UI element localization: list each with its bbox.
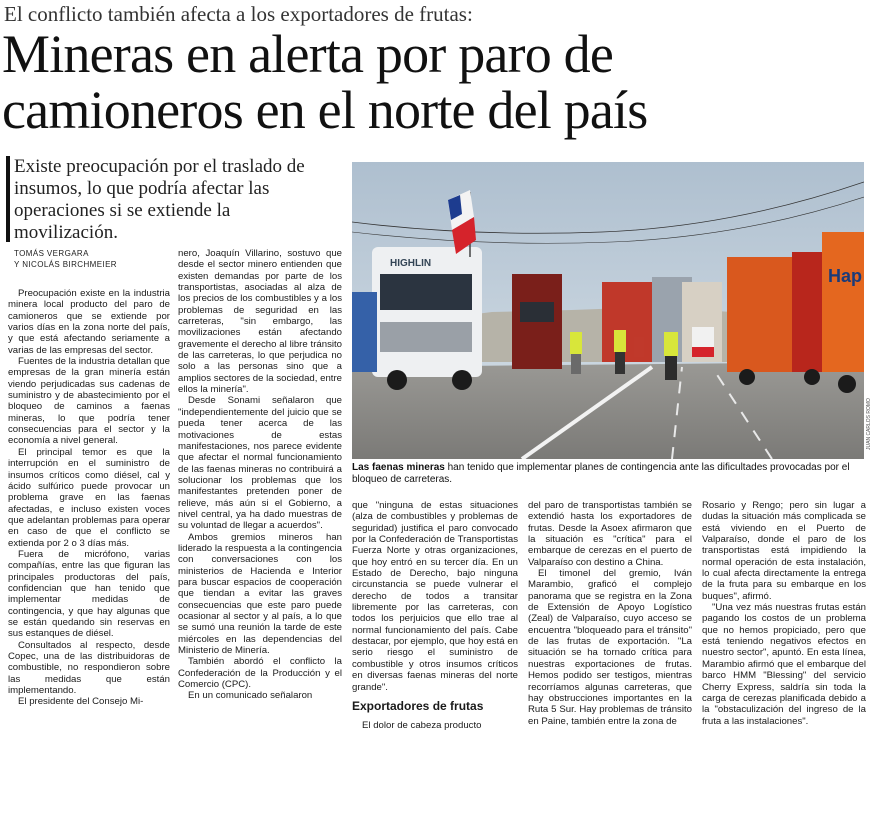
caption-text: han tenido que implementar planes de contingencia ante las dificultades provocadas por el bloqueo de carreteras. <box>352 462 850 485</box>
person <box>571 354 581 374</box>
truck-orange-front <box>822 232 864 372</box>
person <box>634 337 644 357</box>
truck-wheel <box>387 370 407 390</box>
paragraph: que "ninguna de estas situaciones (alza de combustibles y problemas de seguridad) justifica el paro convocado por la Confederación de Transportistas Fuerza Norte y otras organizaciones, que hoy entró en su tercer día. En un Estado de Derecho, bajo ninguna circunstancia se puede vulnerar el derecho de todos a transitar libremente por las carreteras, con todos los perjuicios que ello trae al normal funcionamiento del país. Cabe destacar, por ejemplo, que hoy está en serio riesgo el suministro de combustible y otros insumos críticos en diversas faenas mineras del norte grande". <box>352 500 518 693</box>
deck-rule <box>6 156 10 242</box>
paragraph: Fuera de micrófono, varias compañías, entre las que figuran las principales productoras del país, confidencian que han tenido que implementar medidas de contingencia, y que hay algunas que se están quedando sin reservas en sus estanques de diésel. <box>8 548 170 640</box>
truck-orange <box>727 257 802 372</box>
truck-blue <box>352 292 377 372</box>
kicker: El conflicto también afecta a los exportadores de frutas: <box>4 2 473 26</box>
headline <box>2 26 880 138</box>
paragraph: Desde Sonami señalaron que "independientemente del juicio que se pueda tener acerca de las motivaciones de estas manifestaciones, nos parece evidente que afectar el normal funcionamiento de las faenas mineras no contribuirá a solucionar los problemas que los manifestantes pretenden poner de relieve, más aún si el Gobierno, a nivel central, ya ha dado muestras de su voluntad de llegar a acuerdos". <box>178 395 342 532</box>
byline <box>14 248 174 270</box>
article-column-4 <box>528 500 692 798</box>
person-vest <box>664 332 678 356</box>
article-column-1 <box>8 288 170 798</box>
truck-wheel <box>838 375 856 393</box>
paragraph: El presidente del Consejo Mi- <box>18 696 144 708</box>
paragraph: Fuentes de la industria detallan que empresas de la gran minería están viendo perjudicadas sus cadenas de suministro y de abastecimiento por el bloqueo de caminos a faenas mineras, lo que podría tener consecuencias para el sector y la economía a nivel general. <box>8 356 170 447</box>
truck-wheel <box>804 369 820 385</box>
paragraph: Consultados al respecto, desde Copec, una de las distribuidoras de combustible, no respondieron sobre las medidas que están implementando. <box>8 639 170 697</box>
paragraph: También abordó el conflicto la Confederación de la Producción y el Comercio (CPC). <box>178 656 342 691</box>
byline-author-1: TOMÁS VERGARA <box>14 249 89 258</box>
caption-lead: Las faenas mineras <box>352 462 445 473</box>
headline-line-1: Mineras en alerta por paro de <box>2 24 614 84</box>
flag-on-road <box>692 327 714 347</box>
person <box>665 356 677 380</box>
truck-sign-text: Hap <box>828 266 863 286</box>
article-column-5 <box>702 500 866 798</box>
deck: Existe preocupación por el traslado de insumos, lo que podría afectar las operaciones si se extiende la movilización. <box>14 156 305 243</box>
truck-blockade-illustration <box>352 162 864 459</box>
truck-sign-text: HIGHLIN <box>390 258 432 269</box>
truck-windshield <box>520 302 554 322</box>
paragraph: Ambos gremios mineros han liderado la respuesta a la contingencia con conversaciones con los ministerios de Hacienda e Interior para buscar espacios de cooperación que tiendan a evitar las graves consecuencias que este paro puede ocasionar al sector y al país, a lo que se sumó una reunión la tarde de este miércoles en las dependencias del Ministerio de Minería. <box>178 531 342 657</box>
paragraph: En un comunicado señalaron <box>188 690 313 702</box>
paragraph: Preocupación existe en la industria minera local producto del paro de camioneros que se extiende por varios días en la zona norte del país, y que está afectando seriamente a varias de las empresas del sector. <box>8 288 170 356</box>
article-column-2 <box>178 248 342 798</box>
news-photo <box>352 162 864 459</box>
subheading: Exportadores de frutas <box>352 698 484 713</box>
paragraph: El principal temor es que la interrupción en el suministro de insumos críticos como diésel, cal y ácido sulfúrico puede provocar un problema grave en las faenas afectadas, e incluso existen voces que adelantan problemas para operar en caso de que el conflicto se extienda por 2 o 3 días más. <box>8 446 170 549</box>
paragraph: El timonel del gremio, Iván Marambio, graficó el complejo panorama que se registra en la Zona de Extensión de Apoyo Logístico (Zeal) de Valparaíso, cuyo acceso se encuentra "bloqueado para el tránsito" de las frutas de exportación. "La situación se ha tornado crítica para nuestras exportaciones de frutas. Hemos podido ser testigos, mientras recorríamos algunas carreteras, que hay obstrucciones importantes en la Ruta 5 Sur. Hay problemas de tránsito en Paine, también entre la zona de <box>528 568 692 727</box>
person-vest <box>614 330 626 352</box>
headline-line-2: camioneros en el norte del país <box>2 80 648 140</box>
person <box>615 352 625 374</box>
paragraph: Rosario y Rengo; pero sin lugar a dudas la situación más complicada se está viviendo en el Puerto de Valparaíso, donde el paro de los transportistas está impidiendo la normal operación de esta instalación, lo cual afecta directamente la entrega de la fruta para su embarque en los buques", afirmó. <box>702 500 866 602</box>
truck-wheel <box>739 369 755 385</box>
truck-windshield <box>380 274 472 310</box>
paragraph: del paro de transportistas también se extendió hasta los exportadores de frutas. Desde la Asoex afirmaron que la situación es "crítica" para el embarque de cerezas en el puerto de Valparaíso con destino a China. <box>528 500 692 568</box>
truck-grille <box>380 322 472 352</box>
flag-on-road <box>692 347 714 357</box>
paragraph: El dolor de cabeza producto <box>362 720 482 732</box>
paragraph: "Una vez más nuestras frutas están pagando los costos de un problema que no hemos propiciado, pero que está teniendo negativos efectos en nuestro sector", apuntó. En esta línea, Marambio afirmó que el embarque del barco HMM "Blessing" del servicio Cherry Express, saldría sin toda la carga de cerezas planificada debido a la "obstaculización del ingreso de la fruta a las instalaciones". <box>702 602 866 727</box>
photo-caption <box>352 462 864 486</box>
article-column-3 <box>352 500 518 798</box>
photo-credit: JUAN CARLOS ROMO <box>866 398 872 450</box>
person-vest <box>570 332 582 354</box>
truck-wheel <box>452 370 472 390</box>
byline-author-2: Y NICOLÁS BIRCHMEIER <box>14 260 117 269</box>
paragraph: nero, Joaquín Villarino, sostuvo que desde el sector minero entienden que existen demandas por parte de los transportistas, asociadas al alza de los precios de los combustibles y a los problemas de seguridad en las carreteras, "sin embargo, las movilizaciones están afectando gravemente el derecho al libre tránsito de las carreteras, lo que perjudica no solo a las personas sino que a amplios sectores de la sociedad, entre ellos la minería". <box>178 248 342 396</box>
